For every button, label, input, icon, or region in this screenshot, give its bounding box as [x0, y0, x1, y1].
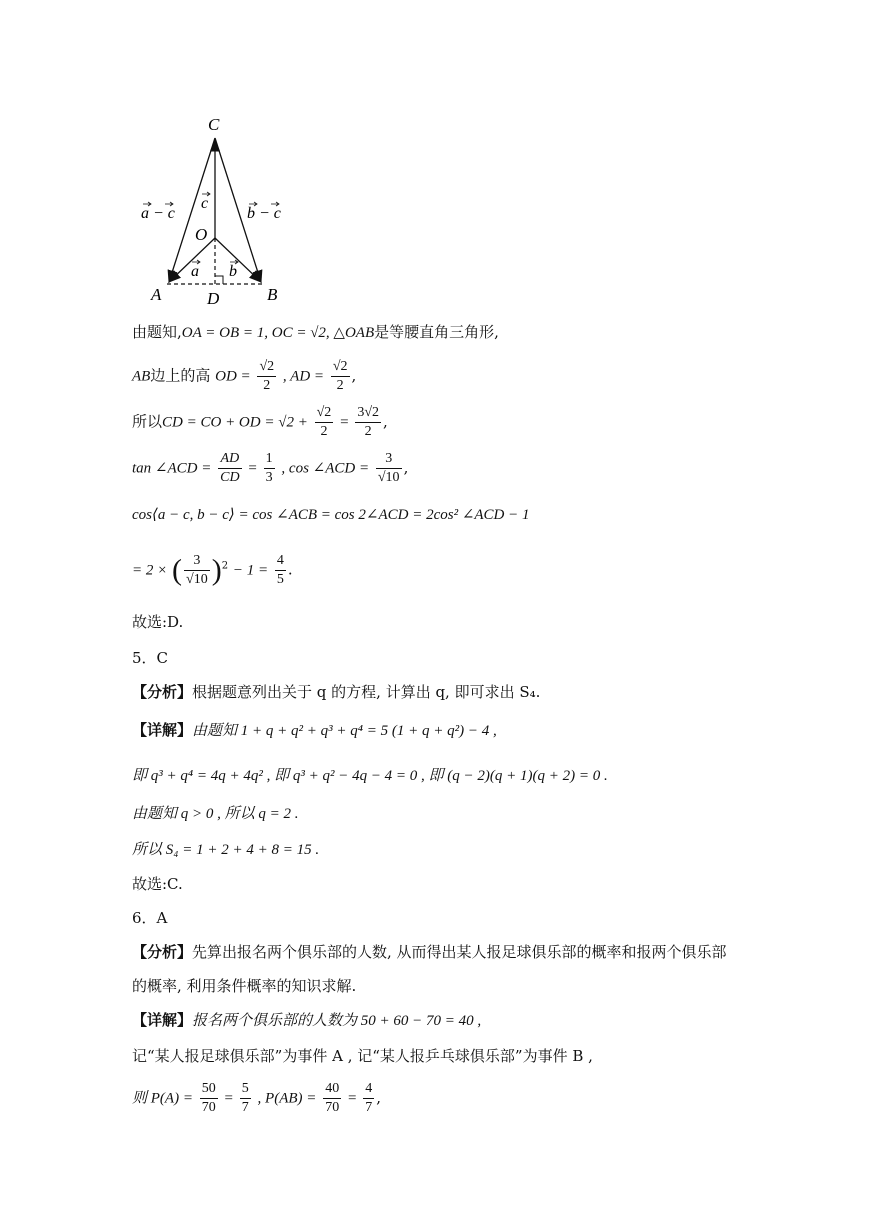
question-6-header: 6．A	[132, 909, 168, 927]
solution-line-1: 由题知,OA = OB = 1, OC = √2, △OAB是等腰直角三角形,	[132, 323, 499, 341]
right-angle-mark	[215, 276, 223, 284]
question-6-detail: 【详解】报名两个俱乐部的人数为 50 + 60 − 70 = 40 ,	[132, 1011, 482, 1029]
solution-line-5: cos⟨a − c, b − c⟩ = cos ∠ACB = cos 2∠ACD = 2cos² ∠ACD − 1	[132, 507, 530, 523]
fraction-ad-over-cd: $\frac{AD}{CD}$	[220, 451, 240, 485]
solution-line-6: = 2 × ( $\frac{3}{√10}$ )$^2$ − 1 = $\frac{4}{5}$ .	[132, 553, 293, 587]
solution-line-4: tan ∠ACD = $\frac{AD}{CD}$ = $\frac{1}{3}$ , cos ∠ACD = $\frac{3}{√10}$ ,	[132, 451, 409, 485]
question-5-analysis: 【分析】根据题意列出关于 q 的方程, 计算出 q, 即可求出 S₄.	[132, 683, 541, 701]
vector-diagram	[137, 108, 297, 308]
fraction-sqrt2-over-2-cd: $\frac{√2}{2}$	[316, 405, 332, 439]
fraction-3-over-sqrt10: $\frac{3}{√10}$	[377, 451, 400, 485]
label-d: D	[207, 289, 220, 308]
label-vec-c: c	[201, 195, 209, 212]
label-vec-a-minus-c: a − c	[141, 205, 175, 222]
fraction-3sqrt2-over-2: $\frac{3√2}{2}$	[357, 405, 380, 439]
question-5-answer: 故选:C.	[132, 875, 183, 893]
label-vec-b: b	[229, 263, 237, 280]
question-6-analysis-2: 的概率, 利用条件概率的知识求解.	[132, 977, 357, 995]
question-5-line-3: 由题知 q > 0 , 所以 q = 2 .	[132, 806, 299, 822]
label-c: C	[208, 115, 220, 134]
question-6-line-2: 记“某人报足球俱乐部”为事件 A , 记“某人报乒乓球俱乐部”为事件 B ,	[132, 1047, 593, 1065]
question-5-detail: 【详解】由题知 1 + q + q² + q³ + q⁴ = 5 (1 + q + q²) − 4 ,	[132, 721, 497, 739]
label-vec-b-minus-c: b − c	[247, 205, 281, 222]
fraction-50-over-70: $\frac{50}{70}$	[201, 1081, 216, 1115]
solution-line-2: AB边上的高 OD = $\frac{√2}{2}$ , AD = $\frac{√2}{2}$ ,	[132, 359, 357, 393]
fraction-40-over-70: $\frac{40}{70}$	[325, 1081, 340, 1115]
fraction-4-over-7: $\frac{4}{7}$	[365, 1081, 373, 1115]
question-5-line-4: 所以 S₄ = 1 + 2 + 4 + 8 = 15 .	[132, 842, 320, 858]
fraction-sqrt2-over-2-ad: $\frac{√2}{2}$	[332, 359, 348, 393]
fraction-1-over-3: $\frac{1}{3}$	[265, 451, 273, 485]
fraction-sqrt2-over-2: $\frac{√2}{2}$	[259, 359, 275, 393]
label-vec-a: a	[191, 263, 199, 280]
question-6-analysis: 【分析】先算出报名两个俱乐部的人数, 从而得出某人报足球俱乐部的概率和报两个俱乐部	[132, 943, 727, 961]
label-a: A	[151, 285, 162, 304]
solution-line-3: 所以CD = CO + OD = √2 + $\frac{√2}{2}$ = $\frac{3√2}{2}$ ,	[132, 405, 388, 439]
fraction-5-over-7: $\frac{5}{7}$	[241, 1081, 249, 1115]
label-b: B	[267, 285, 278, 304]
label-o: O	[195, 225, 208, 244]
fraction-4-over-5: $\frac{4}{5}$	[276, 553, 284, 587]
fraction-3-over-sqrt10-squared: $\frac{3}{√10}$	[186, 553, 208, 587]
question-6-line-3: 则 P(A) = $\frac{50}{70}$ = $\frac{5}{7}$ , P(AB) = $\frac{40}{70}$ = $\frac{4}{7}$ ,	[132, 1081, 381, 1115]
question-5-line-2: 即 q³ + q⁴ = 4q + 4q² , 即 q³ + q² − 4q − 4 = 0 , 即 (q − 2)(q + 1)(q + 2) = 0 .	[132, 768, 608, 784]
question-5-header: 5．C	[132, 649, 169, 667]
answer-choice-q4: 故选:D.	[132, 613, 184, 631]
